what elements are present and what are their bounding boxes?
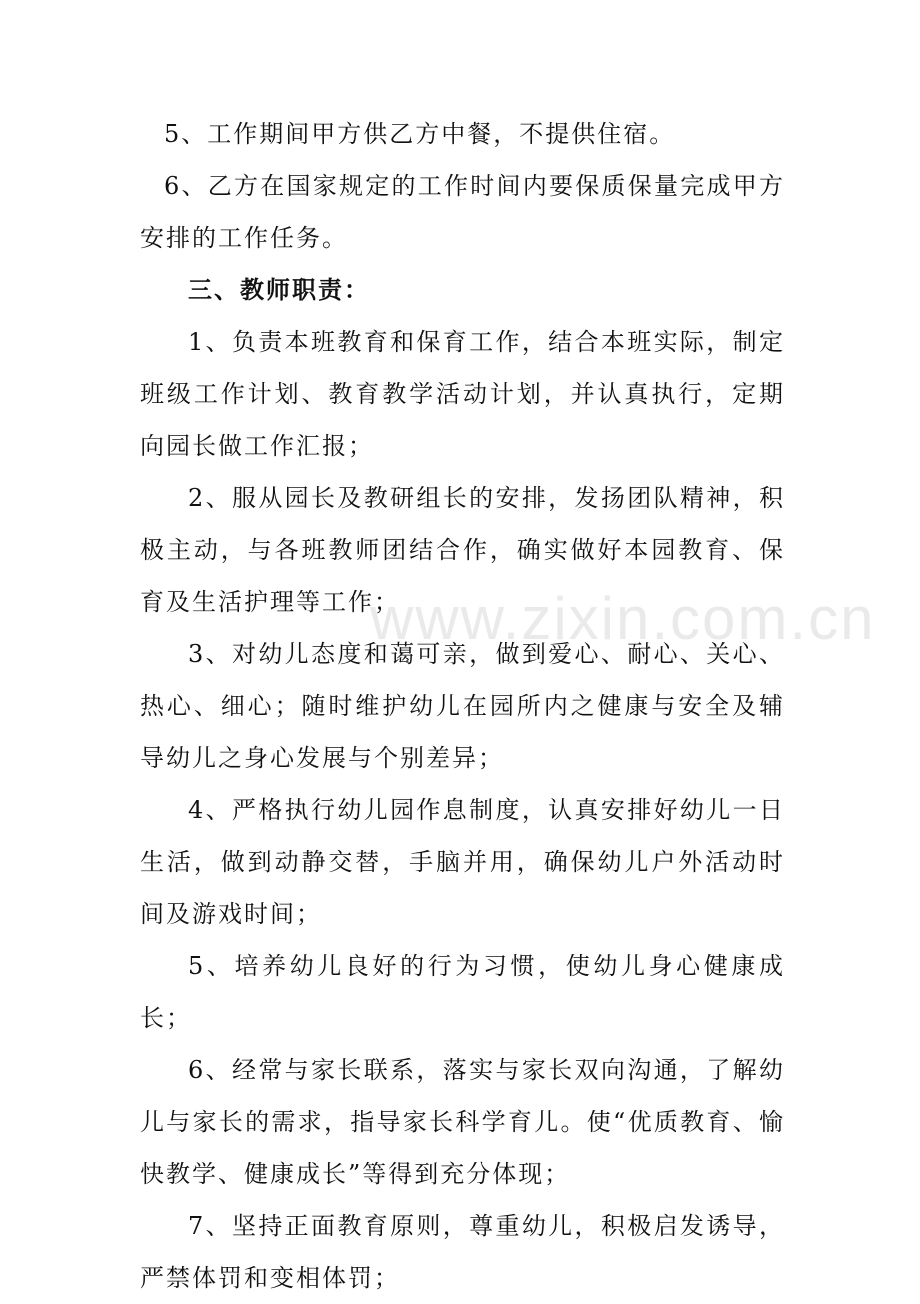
paragraph-duty-2: 2、服从园长及教研组长的安排，发扬团队精神，积极主动，与各班教师团结合作，确实做好本园教育、保育及生活护理等工作； <box>140 484 785 616</box>
document-page <box>140 108 785 1304</box>
paragraph-item-5: 5、工作期间甲方供乙方中餐，不提供住宿。 <box>164 120 676 148</box>
section-heading-teacher-duties: 三、教师职责： <box>188 275 370 304</box>
paragraph-duty-7: 7、坚持正面教育原则，尊重幼儿，积极启发诱导，严禁体罚和变相体罚； <box>140 1212 785 1292</box>
paragraph-duty-1: 1、负责本班教育和保育工作，结合本班实际，制定班级工作计划、教育教学活动计划，并认真执行，定期向园长做工作汇报； <box>140 328 785 460</box>
watermark-text: www.zixin.com.cn <box>370 585 876 652</box>
paragraph-duty-5: 5、培养幼儿良好的行为习惯，使幼儿身心健康成长； <box>140 952 785 1032</box>
paragraph-duty-4: 4、严格执行幼儿园作息制度，认真安排好幼儿一日生活，做到动静交替，手脑并用，确保幼儿户外活动时间及游戏时间； <box>140 796 785 928</box>
paragraph-duty-3: 3、对幼儿态度和蔼可亲，做到爱心、耐心、关心、热心、细心；随时维护幼儿在园所内之健康与安全及辅导幼儿之身心发展与个别差异； <box>140 640 785 772</box>
paragraph-item-6: 6、乙方在国家规定的工作时间内要保质保量完成甲方安排的工作任务。 <box>140 172 785 252</box>
paragraph-duty-6: 6、经常与家长联系，落实与家长双向沟通，了解幼儿与家长的需求，指导家长科学育儿。使“优质教育、愉快教学、健康成长”等得到充分体现； <box>140 1056 785 1188</box>
